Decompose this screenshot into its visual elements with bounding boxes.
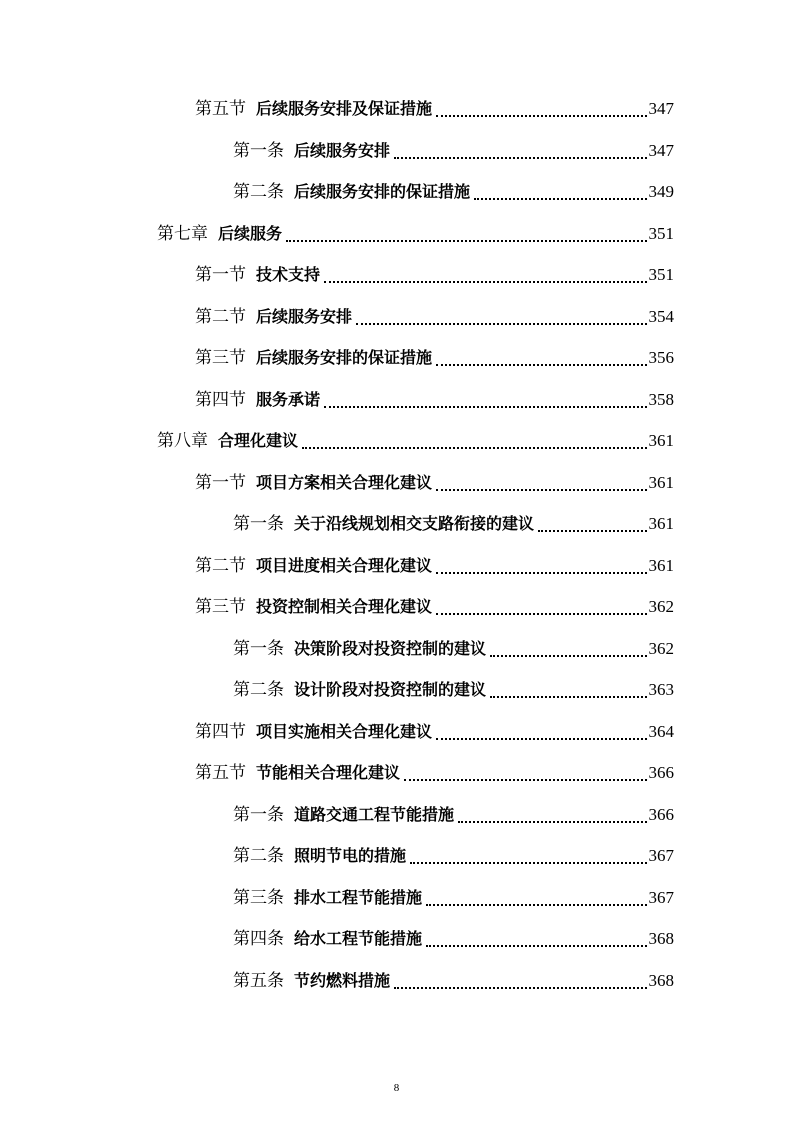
toc-entry-title: 节能相关合理化建议: [256, 763, 401, 782]
toc-dot-leader: [436, 115, 646, 117]
toc-entry-title: 后续服务安排的保证措施: [294, 182, 471, 201]
toc-entry[interactable]: [195, 385, 674, 415]
toc-entry-number: 第三节: [195, 348, 246, 368]
toc-entry-title: 排水工程节能措施: [294, 887, 423, 907]
toc-entry[interactable]: [233, 883, 674, 913]
toc-entry-page: 347: [648, 99, 674, 118]
toc-entry-number: 第三节: [195, 597, 246, 617]
toc-entry[interactable]: [233, 177, 674, 207]
toc-entry-page: 361: [648, 514, 674, 533]
toc-entry-title: 后续服务安排: [256, 306, 353, 326]
toc-entry-number: 第五节: [195, 99, 246, 119]
toc-entry[interactable]: [195, 302, 674, 332]
toc-entry-number: 第二条: [233, 680, 284, 700]
toc-entry-page: 366: [648, 763, 674, 782]
toc-entry-page: 362: [648, 638, 674, 658]
toc-entry-title: 节约燃料措施: [294, 970, 391, 990]
toc-entry-title: 项目方案相关合理化建议: [256, 472, 433, 492]
toc-entry[interactable]: [195, 468, 674, 498]
toc-dot-leader: [394, 157, 646, 159]
toc-entry[interactable]: [233, 966, 674, 996]
toc-entry[interactable]: [195, 592, 674, 622]
toc-entry-number: 第五节: [195, 763, 246, 783]
toc-dot-leader: [436, 489, 646, 491]
toc-dot-leader: [436, 572, 646, 574]
toc-entry[interactable]: [195, 94, 674, 124]
toc-entry-number: 第一节: [195, 265, 246, 285]
toc-entry-page: 358: [648, 389, 674, 409]
toc-entry[interactable]: [195, 758, 674, 788]
toc-entry-page: 356: [648, 348, 674, 367]
toc-entry-title: 技术支持: [256, 265, 321, 284]
toc-entry-page: 366: [648, 804, 674, 824]
toc-entry-page: 361: [648, 472, 674, 492]
toc-entry-page: 367: [648, 887, 674, 907]
toc-entry[interactable]: [157, 219, 674, 249]
toc-entry-number: 第三条: [233, 887, 284, 908]
toc-entry-page: 367: [648, 846, 674, 865]
toc-entry-page: 368: [648, 970, 674, 990]
toc-entry[interactable]: [233, 841, 674, 871]
toc-entry-title: 投资控制相关合理化建议: [256, 597, 433, 616]
toc-entry-title: 道路交通工程节能措施: [294, 804, 455, 824]
toc-entry-title: 设计阶段对投资控制的建议: [294, 680, 487, 699]
toc-dot-leader: [404, 779, 646, 781]
toc-entry-page: 362: [648, 597, 674, 616]
toc-entry[interactable]: [195, 260, 674, 290]
toc-dot-leader: [490, 696, 646, 698]
toc-entry-number: 第四节: [195, 389, 246, 410]
toc-dot-leader: [436, 613, 646, 615]
toc-dot-leader: [324, 281, 646, 283]
toc-entry-page: 351: [648, 223, 674, 243]
toc-entry-title: 给水工程节能措施: [294, 929, 423, 948]
toc-entry-number: 第一条: [233, 514, 284, 534]
toc-entry-title: 项目实施相关合理化建议: [256, 721, 433, 741]
toc-entry-title: 服务承诺: [256, 389, 321, 409]
toc-entry-page: 351: [648, 265, 674, 284]
toc-dot-leader: [458, 821, 646, 823]
toc-entry-number: 第四条: [233, 929, 284, 949]
toc-entry-number: 第二条: [233, 182, 284, 202]
toc-entry-number: 第七章: [157, 223, 208, 244]
toc-entry-title: 合理化建议: [218, 431, 299, 450]
toc-entry[interactable]: [195, 551, 674, 581]
toc-entry-number: 第四节: [195, 721, 246, 742]
toc-entry-page: 363: [648, 680, 674, 699]
toc-entry-page: 364: [648, 721, 674, 741]
toc-entry[interactable]: [233, 634, 674, 664]
toc-entry-title: 关于沿线规划相交支路衔接的建议: [294, 514, 535, 533]
toc-dot-leader: [490, 655, 646, 657]
toc-entry[interactable]: [233, 800, 674, 830]
toc-dot-leader: [474, 198, 646, 200]
toc-entry[interactable]: [195, 343, 674, 373]
toc-entry-number: 第二条: [233, 846, 284, 866]
toc-dot-leader: [324, 406, 646, 408]
toc-entry-title: 后续服务安排及保证措施: [256, 99, 433, 118]
toc-entry[interactable]: [233, 509, 674, 539]
toc-entry-number: 第一条: [233, 638, 284, 659]
page-number: 8: [393, 1082, 400, 1094]
toc-entry-title: 决策阶段对投资控制的建议: [294, 638, 487, 658]
toc-entry-title: 项目进度相关合理化建议: [256, 555, 433, 575]
toc-entry-title: 后续服务: [218, 223, 283, 243]
toc-entry-page: 347: [648, 140, 674, 160]
toc-entry-number: 第八章: [157, 431, 208, 451]
toc-entry[interactable]: [157, 426, 674, 456]
toc-dot-leader: [436, 364, 646, 366]
toc-entry-number: 第五条: [233, 970, 284, 991]
toc-dot-leader: [426, 904, 646, 906]
toc-dot-leader: [436, 738, 646, 740]
toc-entry-number: 第一条: [233, 140, 284, 161]
toc-entry-number: 第一节: [195, 472, 246, 493]
toc-entry-page: 349: [648, 182, 674, 201]
toc-dot-leader: [538, 530, 646, 532]
toc-entry-title: 后续服务安排的保证措施: [256, 348, 433, 367]
toc-dot-leader: [426, 945, 646, 947]
toc-entry[interactable]: [233, 136, 674, 166]
toc-dot-leader: [356, 323, 646, 325]
toc-entry[interactable]: [233, 675, 674, 705]
toc-dot-leader: [286, 240, 646, 242]
toc-entry[interactable]: [233, 924, 674, 954]
toc-entry-title: 后续服务安排: [294, 140, 391, 160]
toc-entry-title: 照明节电的措施: [294, 846, 407, 865]
toc-entry[interactable]: [195, 717, 674, 747]
toc-entry-page: 361: [648, 431, 674, 450]
toc-dot-leader: [394, 987, 646, 989]
toc-dot-leader: [410, 862, 646, 864]
toc-dot-leader: [302, 447, 646, 449]
toc-entry-number: 第一条: [233, 804, 284, 825]
toc-entry-number: 第二节: [195, 555, 246, 576]
toc-entry-page: 354: [648, 306, 674, 326]
toc-entry-page: 368: [648, 929, 674, 948]
toc-entry-number: 第二节: [195, 306, 246, 327]
toc-entry-page: 361: [648, 555, 674, 575]
